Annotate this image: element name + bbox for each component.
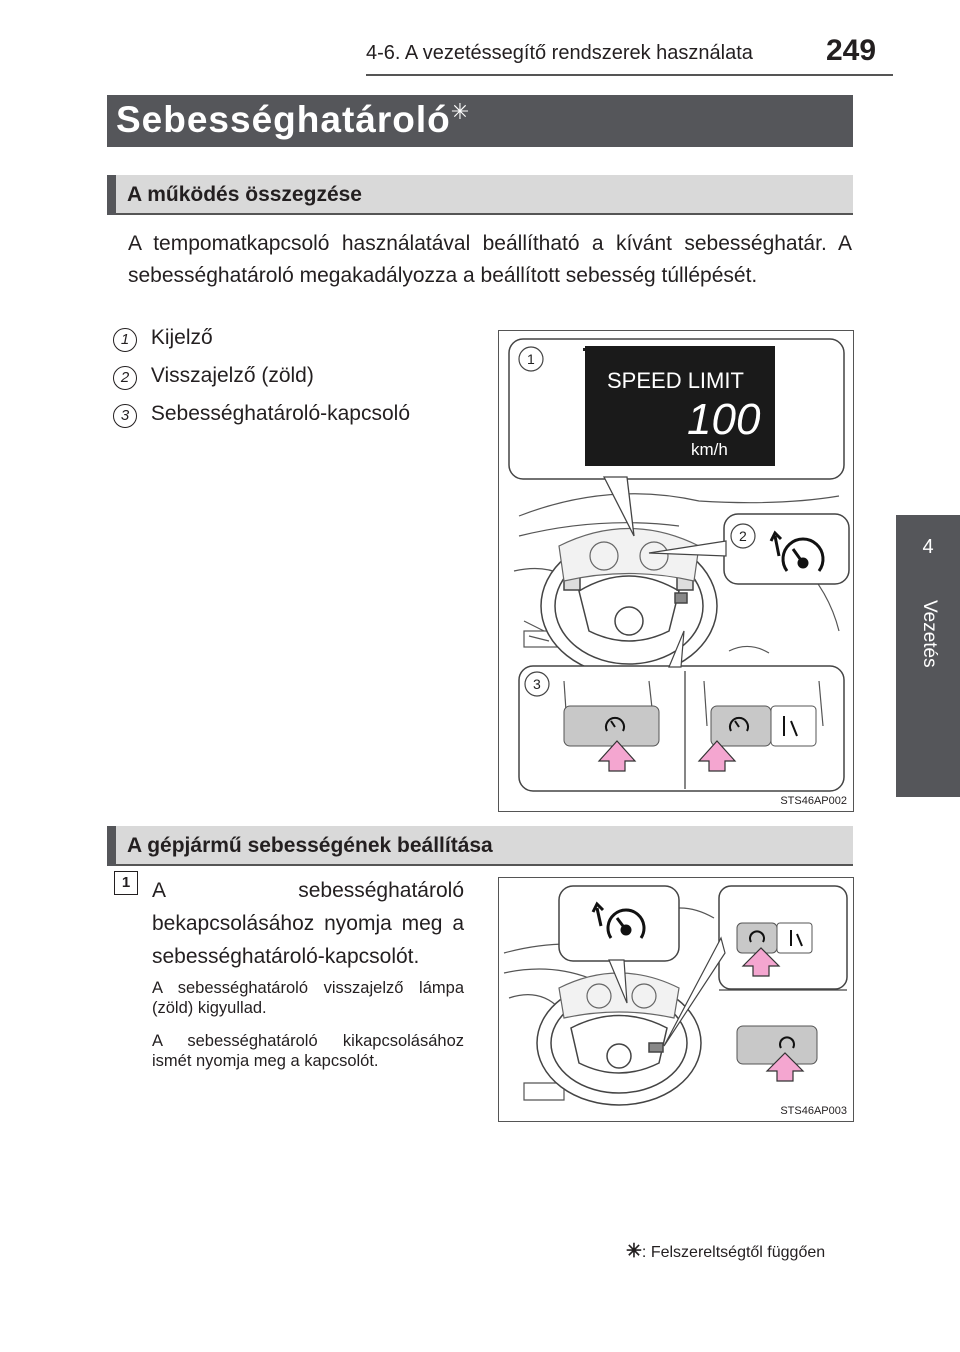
footnote-text: : Felszereltségtől függően: [641, 1244, 826, 1261]
callout-number: 3: [113, 404, 137, 428]
figure-illustration: [499, 331, 853, 811]
legend-item: [113, 326, 213, 352]
legend-item: [113, 402, 410, 428]
figure-illustration: [499, 878, 853, 1121]
section-heading-overview: A működés összegzése: [127, 183, 362, 206]
page-title: [116, 99, 470, 141]
figure-code: STS46AP002: [780, 795, 847, 807]
page-number: 249: [826, 34, 877, 67]
callout-number: 3: [533, 676, 541, 692]
step-instruction: A sebességhatároló bekapcsolásához nyomja meg a sebességhatároló-kapcsolót.: [152, 879, 464, 968]
callout-number: 2: [739, 528, 747, 544]
legend-label: Kijelző: [150, 326, 213, 349]
section-heading-setting-speed: A gépjármű sebességének beállítása: [127, 834, 493, 857]
display-speed-value: 100: [687, 395, 761, 444]
step-number: 1: [114, 871, 138, 895]
steering-switch: [737, 923, 817, 1064]
display-title: SPEED LIMIT: [607, 368, 744, 393]
side-tab-number: 4: [922, 536, 934, 558]
callout-number: 1: [527, 351, 535, 367]
section-heading-accent: [107, 175, 116, 215]
display-unit: km/h: [691, 440, 728, 459]
figure-activate-limiter: [498, 877, 854, 1122]
overview-paragraph: A tempomatkapcsoló használatával beállítható a kívánt sebességhatár. A sebességhatároló megakadályozza a beállított sebesség túllépését.: [128, 232, 852, 287]
legend-label: Sebességhatároló-kapcsoló: [150, 402, 411, 425]
footnote: [626, 1240, 825, 1263]
callout-number: 2: [113, 366, 137, 390]
chapter-heading: 4-6. A vezetéssegítő rendszerek használata: [366, 42, 753, 64]
availability-star-icon: ✳: [450, 99, 471, 124]
page-title-text: Sebességhatároló: [116, 99, 451, 140]
figure-code: STS46AP003: [780, 1105, 847, 1117]
availability-star-icon: ✳: [626, 1241, 642, 1262]
figure-speed-limiter-overview: [498, 330, 854, 812]
header-divider: [366, 74, 893, 76]
step-note: A sebességhatároló visszajelző lámpa (zöld) kigyullad.: [152, 979, 464, 1017]
legend-item: [113, 364, 314, 390]
legend-label: Visszajelző (zöld): [150, 364, 314, 387]
side-tab-label: Vezetés: [919, 600, 940, 668]
step-note: A sebességhatároló kikapcsolásához ismét nyomja meg a kapcsolót.: [152, 1032, 464, 1070]
callout-number: 1: [113, 328, 137, 352]
section-heading-accent: [107, 826, 116, 866]
